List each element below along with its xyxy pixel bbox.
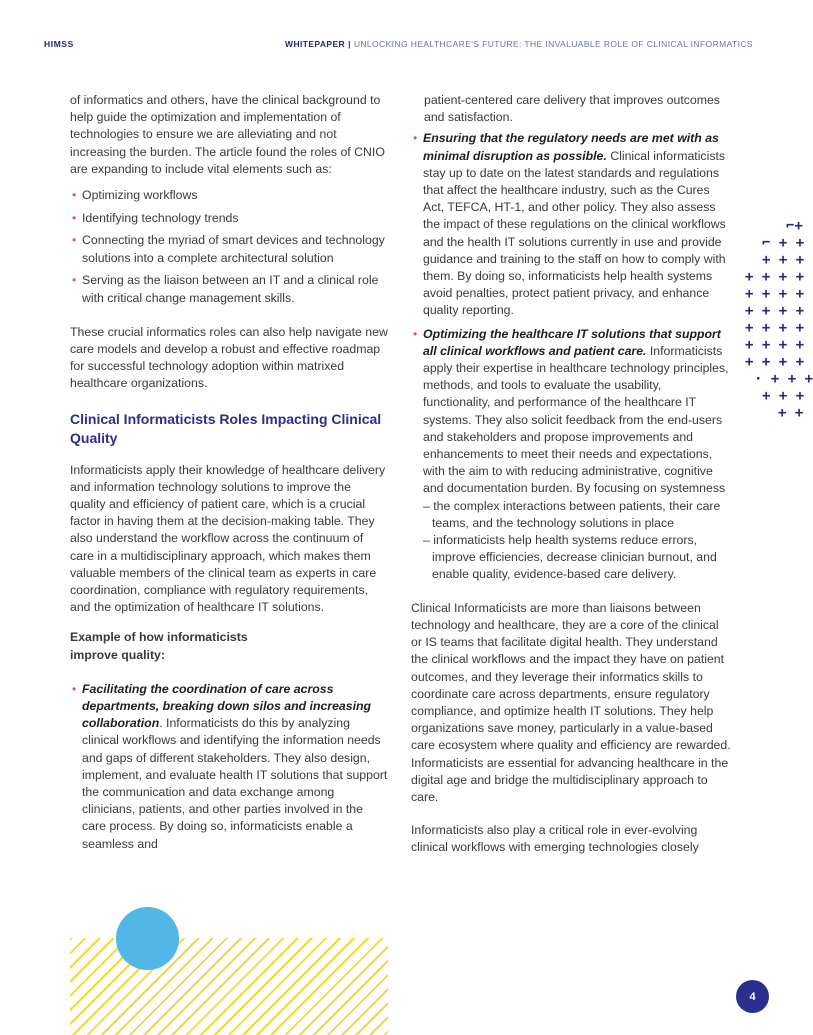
- list-item: [411, 326, 731, 584]
- page-number-badge: 4: [736, 980, 769, 1013]
- hatch-decoration: [70, 938, 388, 1035]
- dash-text: – the complex interactions between patients, their care teams, and the technology solutions in place: [423, 498, 721, 530]
- header-title-block: [285, 39, 753, 49]
- bullet-emphasis: Facilitating the coordination of care across departments, breaking down silos and increasing collaboration: [82, 681, 372, 731]
- continued-text: patient-centered care delivery that improves outcomes and satisfaction.: [424, 93, 720, 125]
- plus-grid-icon: ⌐+ ⌐ + + + + + + + + + + + + + + + + + + + + + + + + + + + + + · + + + + + + + +: [745, 218, 813, 421]
- quality-bullets: [411, 130, 731, 583]
- emerging-tech-paragraph: Informaticists also play a critical role in ever-evolving clinical workflows with emerging technologies closely: [411, 823, 699, 855]
- list-item: • Serving as the liaison between an IT and a clinical role with critical change management skills.: [70, 272, 388, 306]
- cnio-roles-list: [70, 187, 388, 307]
- section-heading: Clinical Informaticists Roles Impacting Clinical Quality: [70, 410, 382, 446]
- list-item: • Optimizing workflows: [70, 187, 388, 204]
- intro-paragraph: of informatics and others, have the clinical background to help guide the optimization and implementation of technologies to ensure we are alleviating and not increasing the burden. The article found the roles of CNIO are expanding to include vital elements such as:: [70, 93, 385, 176]
- right-column: [411, 92, 731, 857]
- example-list: [70, 681, 388, 853]
- doc-type-label: WHITEPAPER: [285, 39, 346, 49]
- list-item: [70, 681, 388, 853]
- dash-text: – informaticists help health systems reduce errors, improve efficiencies, decrease clinician burnout, and enable quality, evidence-based care delivery.: [423, 533, 717, 582]
- bullet-emphasis: Optimizing the healthcare IT solutions that support all clinical workflows and patient care.: [423, 326, 721, 358]
- circle-decoration: [116, 907, 179, 970]
- bullet-text: . Informaticists do this by analyzing clinical workflows and identifying the information needs and gaps of different stakeholders. They also design, implement, and evaluate health IT solutions that support the communication and data exchange among clinicians, patients, and other parties involved in the care process. By doing so, informaticists enable a seamless and: [82, 716, 388, 851]
- list-item: [411, 130, 731, 319]
- list-item: • Identifying technology trends: [70, 210, 388, 227]
- bullet-emphasis: Ensuring that the regulatory needs are met with as minimal disruption as possible.: [423, 131, 719, 163]
- roles-paragraph: These crucial informatics roles can also help navigate new care models and develop a robust and effective roadmap for successful technology adoption within matrixed healthcare organizations.: [70, 324, 388, 391]
- list-item: • Connecting the myriad of smart devices and technology solutions into a complete architectural solution: [70, 232, 388, 266]
- header-separator: |: [348, 39, 351, 49]
- example-subheading: Example of how informaticists improve quality:: [70, 630, 248, 662]
- brand-label: HIMSS: [44, 39, 74, 49]
- quality-paragraph: Informaticists apply their knowledge of healthcare delivery and information technology solutions to improve the quality and efficiency of patient care, which is a crucial factor in having them at the decision-making table. They also understand the workflow across the continuum of care in a multidisciplinary approach, which makes them valuable members of the clinical team as experts in care coordination, compliance with regulatory requirements, and the optimization of healthcare IT solutions.: [70, 462, 386, 615]
- liaisons-paragraph: Clinical Informaticists are more than liaisons between technology and healthcare, they are a core of the clinical or IS teams that facilitate digital health. They understand the clinical workflows and the impact they have on patient outcomes, and they leverage their informatics skills to coordinate care across departments, ensure regulatory compliance, and optimize health IT solutions. They help organizations save money, particularly in a value-based care ecosystem where quality and efficiency are rewarded. Informaticists are essential for advancing healthcare in the digital age and bridge the multidisciplinary approach to care.: [411, 600, 731, 804]
- left-column: [70, 92, 388, 853]
- doc-title: UNLOCKING HEALTHCARE'S FUTURE: THE INVALUABLE ROLE OF CLINICAL INFORMATICS: [353, 39, 753, 49]
- bullet-text: Informaticists apply their expertise in healthcare technology principles, methods, and tools to evaluate the usability, functionality, and performance of the healthcare IT systems. They also solicit feedback from the end-users and stakeholders and propose improvements and enhancements to meet their needs and expectations, with the aim to with reducing administrative, cognitive and documentation burden. By focusing on systemness: [423, 343, 729, 496]
- bullet-text: Clinical informaticists stay up to date on the latest standards and regulations that affect the healthcare industry, such as the Cures Act, TEFCA, HT-1, and other policy. They also assess the impact of these regulations on the clinical workflows and the health IT solutions currently in use and provide guidance and training to the staff on how to comply with them. By doing so, informaticists help health systems avoid penalties, protect patient privacy, and enhance quality reporting.: [423, 148, 726, 318]
